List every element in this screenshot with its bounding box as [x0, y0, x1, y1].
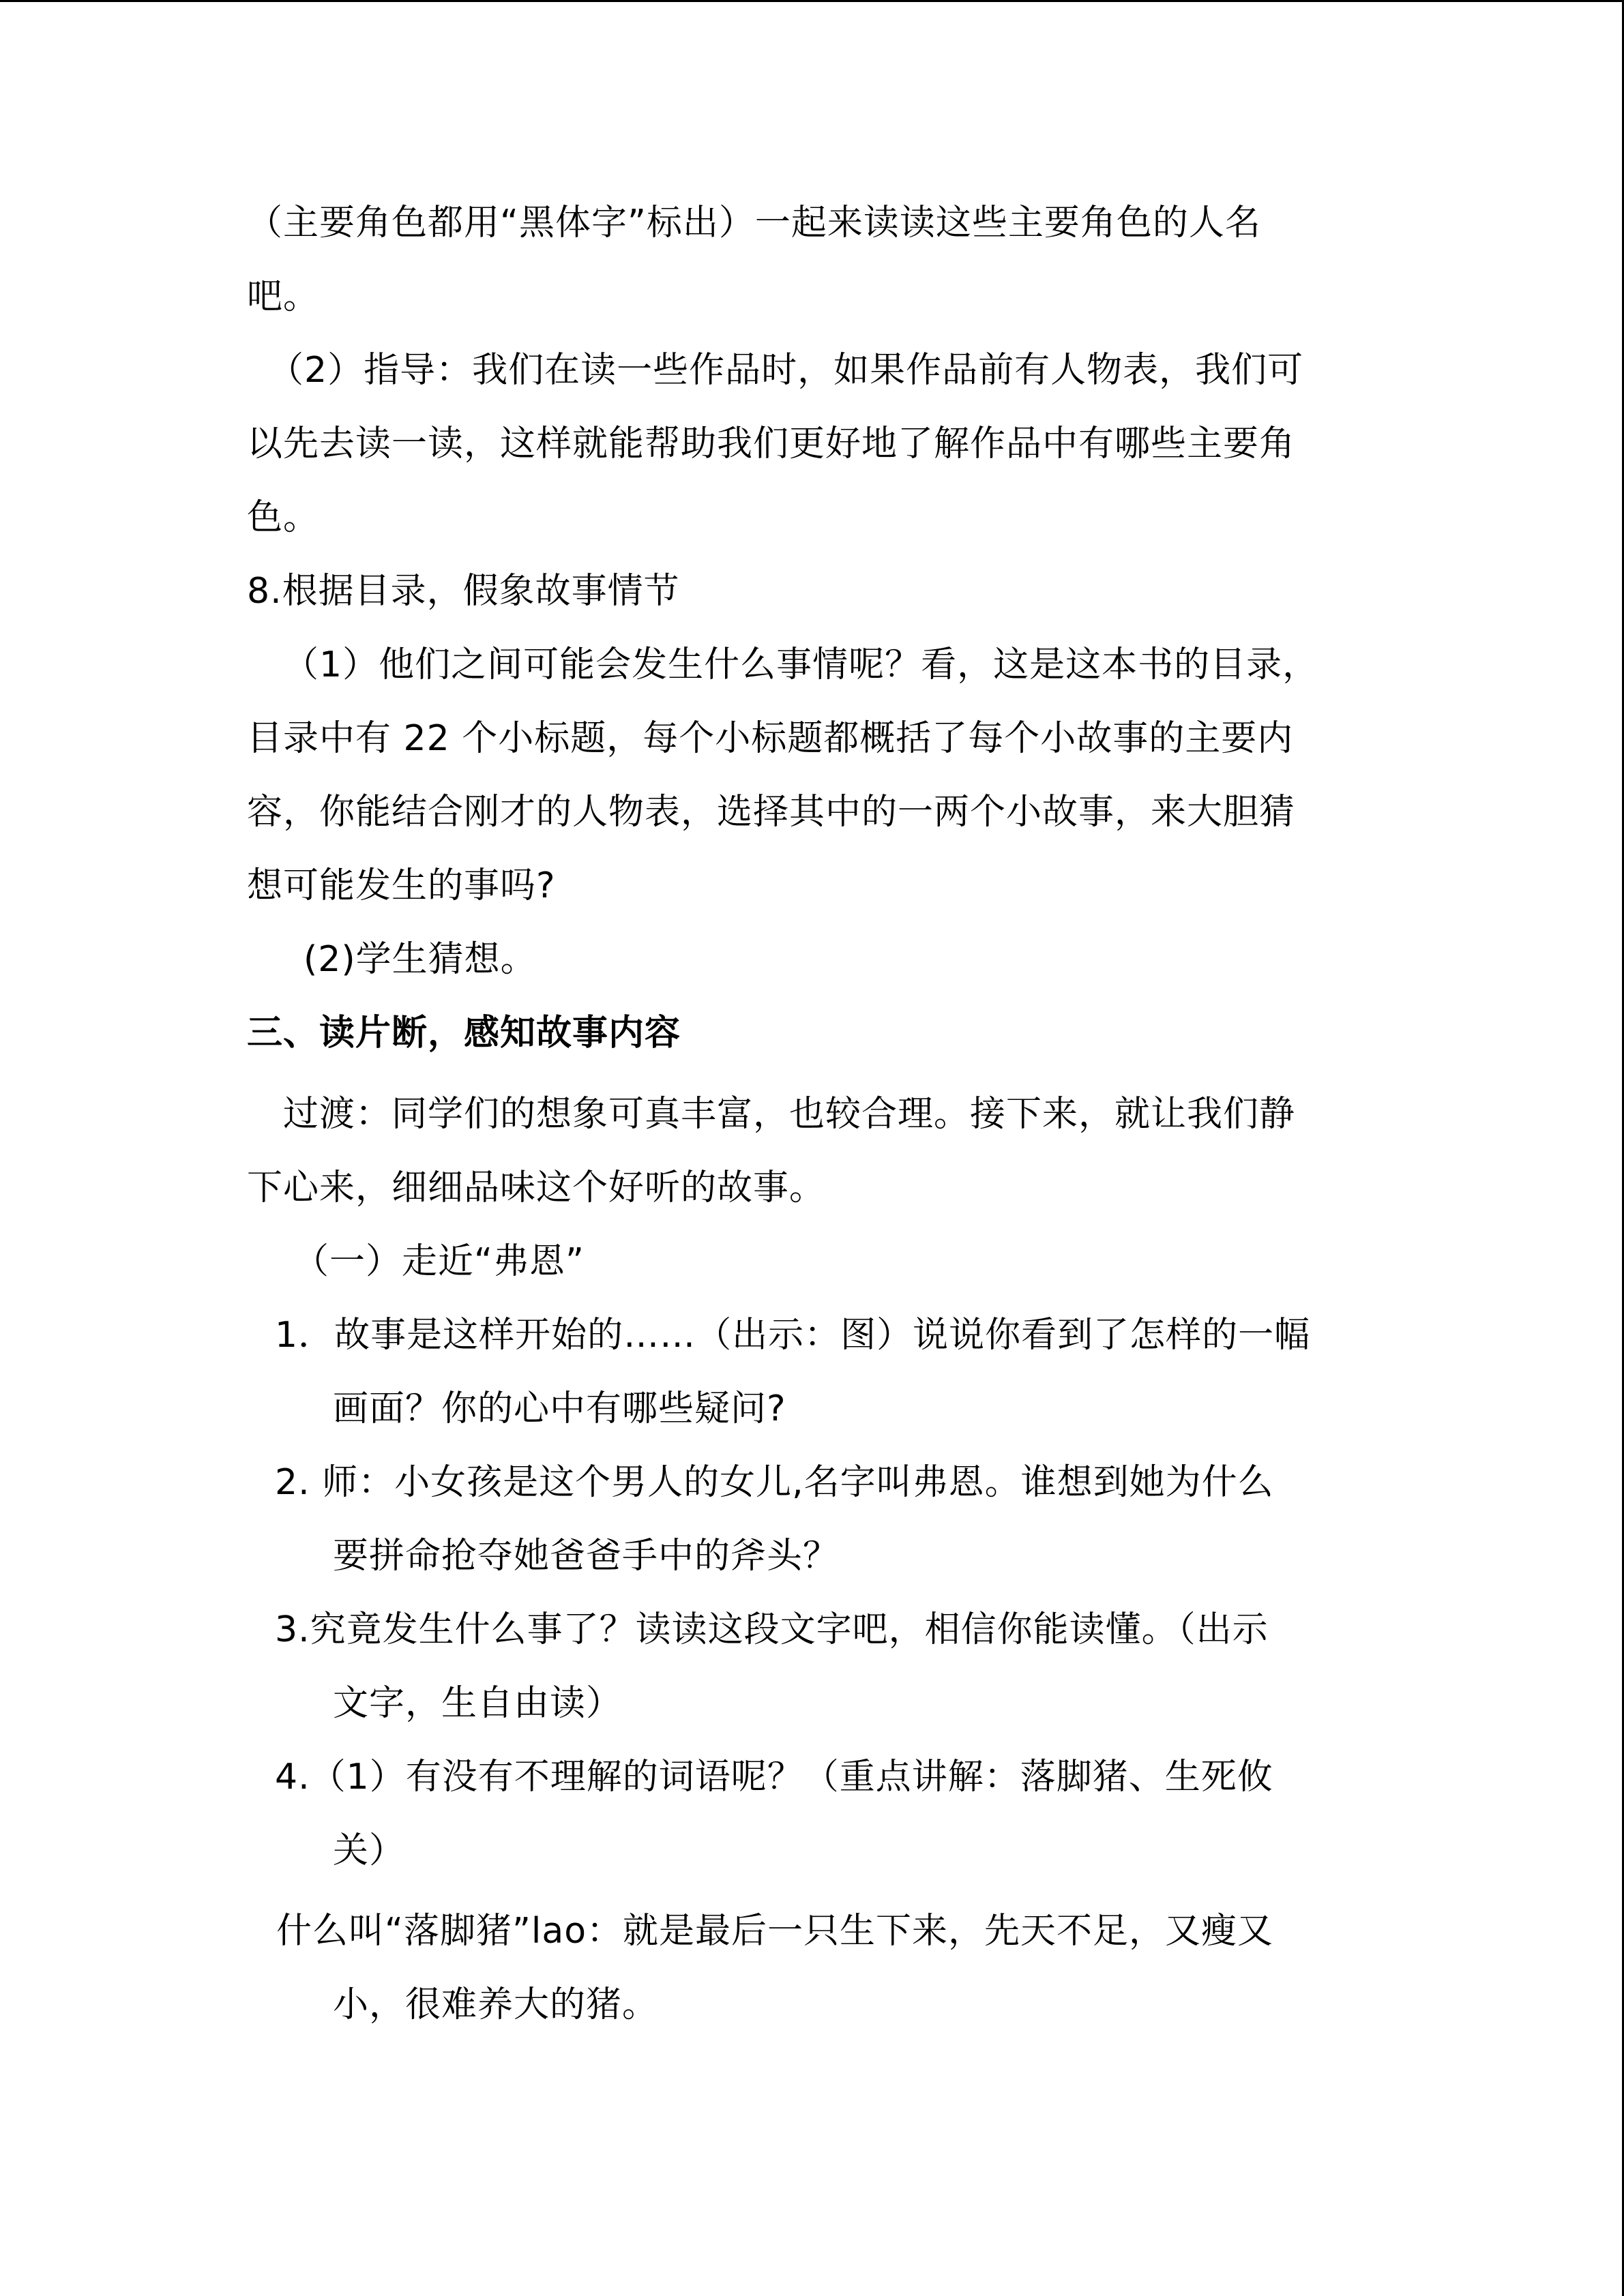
paragraph-line: 过渡：同学们的想象可真丰富，也较合理。接下来，就让我们静 — [283, 1094, 1296, 1135]
paragraph-line: (2)学生猜想。 — [304, 939, 537, 980]
paragraph-line: 色。 — [247, 497, 320, 538]
list-item: 1．故事是这样开始的……（出示：图）说说你看到了怎样的一幅 — [275, 1315, 1311, 1356]
list-item-continuation: 关） — [333, 1830, 406, 1871]
paragraph-line: 下心来，细细品味这个好听的故事。 — [247, 1167, 826, 1208]
paragraph-line: （2）指导：我们在读一些作品时，如果作品前有人物表，我们可 — [268, 350, 1304, 391]
paragraph-line: （1）他们之间可能会发生什么事情呢？看，这是这本书的目录， — [283, 644, 1319, 685]
paragraph-line: 容，你能结合刚才的人物表，选择其中的一两个小故事，来大胆猜 — [247, 792, 1296, 833]
paragraph-line: 小，很难养大的猪。 — [333, 1984, 659, 2025]
paragraph-line: 什么叫“落脚猪”lao：就是最后一只生下来，先天不足，又瘦又 — [276, 1911, 1274, 1952]
paragraph-line: （主要角色都用“黑体字”标出）一起来读读这些主要角色的人名 — [247, 203, 1261, 243]
paragraph-line: 目录中有 22 个小标题，每个小标题都概括了每个小故事的主要内 — [247, 718, 1294, 759]
section-heading: 8.根据目录，假象故事情节 — [247, 571, 680, 612]
paragraph-line: 以先去读一读，这样就能帮助我们更好地了解作品中有哪些主要角 — [247, 423, 1296, 464]
list-item-continuation: 文字，生自由读） — [333, 1683, 623, 1724]
list-item: 2. 师：小女孩是这个男人的女儿,名字叫弗恩。谁想到她为什么 — [275, 1462, 1274, 1503]
list-item: 3.究竟发生什么事了？读读这段文字吧，相信你能读懂。（出示 — [275, 1609, 1269, 1650]
list-item-continuation: 画面？你的心中有哪些疑问? — [333, 1388, 786, 1429]
subsection-heading: （一）走近“弗恩” — [293, 1241, 585, 1282]
list-item-continuation: 要拼命抢夺她爸爸手中的斧头？ — [333, 1536, 840, 1577]
list-item: 4.（1）有没有不理解的词语呢？（重点讲解：落脚猪、生死攸 — [275, 1757, 1273, 1798]
section-heading: 三、读片断，感知故事内容 — [247, 1013, 681, 1054]
paragraph-line: 想可能发生的事吗? — [247, 865, 556, 906]
paragraph-line: 吧。 — [247, 276, 320, 317]
